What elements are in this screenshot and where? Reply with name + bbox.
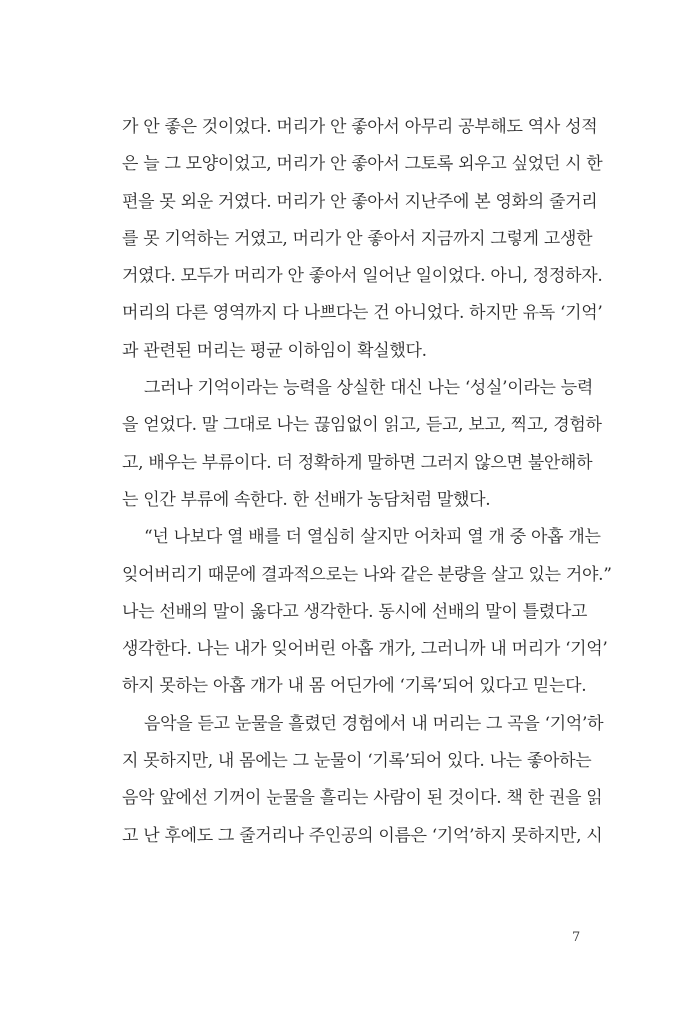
text-line: 가 안 좋은 것이었다. 머리가 안 좋아서 아무리 공부해도 역사 성적 [122, 117, 598, 137]
text-line: 고, 배우는 부류이다. 더 정확하게 말하면 그러지 않으면 불안해하 [122, 452, 593, 473]
text-line: 를 못 기억하는 거였고, 머리가 안 좋아서 지금까지 그렇게 고생한 [122, 228, 593, 249]
text-line: 머리의 다른 영역까지 다 나쁘다는 건 아니었다. 하지만 유독 ‘기억’ [122, 303, 603, 324]
text-line: 잊어버리기 때문에 결과적으로는 나와 같은 분량을 살고 있는 거야.” [122, 564, 612, 585]
text-line: 은 늘 그 모양이었고, 머리가 안 좋아서 그토록 외우고 싶었던 시 한 [122, 154, 603, 175]
text-line: 하지 못하는 아홉 개가 내 몸 어딘가에 ‘기록’되어 있다고 믿는다. [122, 676, 587, 697]
text-line-paragraph-start: “넌 나보다 열 배를 더 열심히 살지만 어차피 열 개 중 아홉 개는 [144, 527, 601, 548]
text-line: 생각한다. 나는 내가 잊어버린 아홉 개가, 그러니까 내 머리가 ‘기억’ [122, 639, 608, 660]
text-line: 는 인간 부류에 속한다. 한 선배가 농담처럼 말했다. [122, 489, 491, 510]
text-line: 과 관련된 머리는 평균 이하임이 확실했다. [122, 340, 427, 361]
text-line: 거였다. 모두가 머리가 안 좋아서 일어난 일이었다. 아니, 정정하자. [122, 266, 603, 287]
text-line-paragraph-start: 그러나 기억이라는 능력을 상실한 대신 나는 ‘성실’이라는 능력 [144, 378, 593, 399]
text-line-paragraph-start: 음악을 듣고 눈물을 흘렸던 경험에서 내 머리는 그 곡을 ‘기억’하 [144, 713, 604, 734]
body-text [122, 109, 612, 855]
text-line: 지 못하지만, 내 몸에는 그 눈물이 ‘기록’되어 있다. 나는 좋아하는 [122, 751, 592, 772]
page-number: 7 [572, 930, 581, 945]
text-line: 편을 못 외운 거였다. 머리가 안 좋아서 지난주에 본 영화의 줄거리 [122, 191, 598, 212]
text-line: 고 난 후에도 그 줄거리나 주인공의 이름은 ‘기억’하지 못하지만, 시 [122, 825, 603, 846]
text-line: 나는 선배의 말이 옳다고 생각한다. 동시에 선배의 말이 틀렸다고 [122, 601, 588, 622]
text-line: 을 얻었다. 말 그대로 나는 끊임없이 읽고, 듣고, 보고, 찍고, 경험하 [122, 415, 602, 436]
text-line: 음악 앞에선 기꺼이 눈물을 흘리는 사람이 된 것이다. 책 한 권을 읽 [122, 788, 603, 809]
